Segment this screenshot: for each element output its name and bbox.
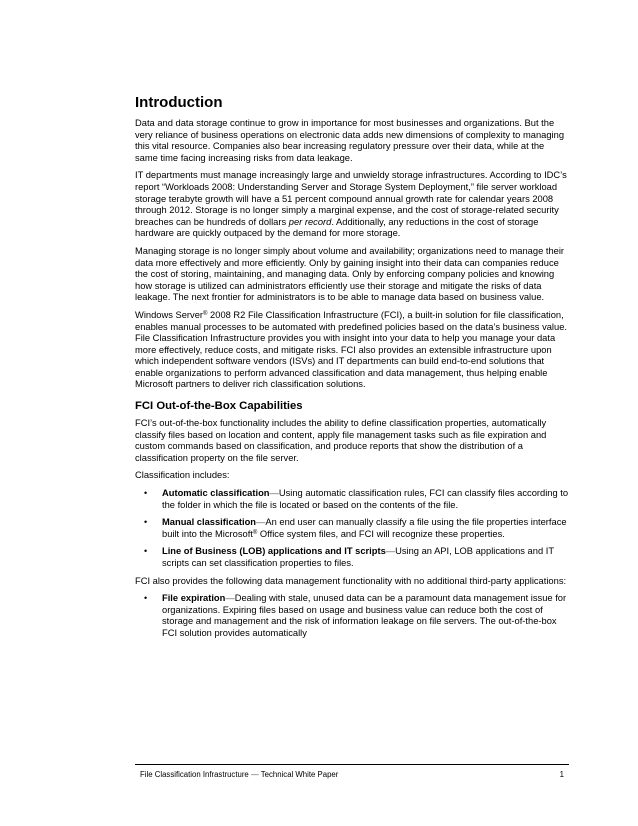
- intro-paragraph-4: [135, 310, 569, 391]
- intro-paragraph-3: Managing storage is no longer simply about volume and availability; organizations need to manage their data more effectively and more efficiently. Only by gaining insight into their data can companies reduce the cost of storing, maintaining, and managing data. Only by enforcing company policies and knowing how storage is utilized can administrators efficiently use their storage and mitigate the risks of data leakage. The next frontier for administrators is to be able to manage data based on business value.: [135, 245, 565, 303]
- list-item-text-b: Office system files, and FCI will recognize these properties.: [257, 528, 505, 539]
- fci-paragraph-3: FCI also provides the following data management functionality with no additional third-party applications:: [135, 575, 567, 586]
- list-item-term: Line of Business (LOB) applications and IT scripts: [162, 546, 386, 557]
- em-dash: —: [225, 593, 235, 604]
- list-item-text: Using an API, LOB applications and IT scripts can set classification properties to files.: [162, 546, 554, 568]
- list-item-text: Dealing with stale, unused data can be a paramount data management issue for organizations. Expiring files based on usage and business value can reduce both the cost of storage and management and the risk of information leakage on file servers. The out-of-the-box FCI solution provides automatically: [162, 593, 567, 638]
- footer-title-a: File Classification Infrastructure: [140, 770, 251, 779]
- intro-paragraph-1: Data and data storage continue to grow in importance for most businesses and organizations. But the very reliance of business operations on electronic data adds new dimensions of complexity to managing this vital resource. Companies also bear increasing regulatory pressure over their data, while at the same time facing increasing risks from data leakage.: [135, 118, 565, 163]
- em-dash: —: [269, 488, 279, 499]
- list-item: [135, 517, 569, 540]
- bullet-icon: •: [144, 593, 148, 604]
- list-item-text-a: An end user can manually classify a file using the file properties interface built into the Microsoft: [162, 517, 567, 539]
- list-item: [135, 546, 569, 569]
- data-management-list: [135, 593, 569, 639]
- intro-paragraph-2-text-a: IT departments must manage increasingly large and unwieldy storage infrastructures. According to IDC’s report “Workloads 2008: Understanding Server and Storage System Deployment,” file server workload storage terabyte growth will have a 51 percent compound annual growth rate for calendar years 2008 through 2012. Storage is no longer simply a marginal expense, and the cost of storage-related security breaches can be hundreds of dollars: [135, 170, 567, 227]
- section-heading-fci-capabilities: FCI Out-of-the-Box Capabilities: [135, 400, 303, 413]
- intro-paragraph-4-text-b: 2008 R2 File Classification Infrastructure (FCI), a built-in solution for file classification, enables manual processes to be automated with predefined policies based on the data’s business value. File Classification Infrastructure provides you with insight into your data to help you manage your data more effectively, reduce costs, and mitigate risks. FCI also provides an extensible infrastructure upon which independent software vendors (ISVs) and IT departments can build end-to-end solutions that enable organizations to perform advanced classification and data management, thus helping enable Microsoft partners to deliver rich classification solutions.: [135, 309, 567, 390]
- list-item-term: Automatic classification: [162, 488, 270, 499]
- fci-paragraph-2: Classification includes:: [135, 470, 230, 481]
- list-item: [135, 593, 569, 639]
- bullet-icon: •: [144, 488, 148, 499]
- em-dash: —: [256, 517, 266, 528]
- intro-paragraph-2: [135, 170, 569, 240]
- registered-mark: ®: [252, 529, 258, 536]
- intro-paragraph-2-text-b: . Additionally, any reductions in the cost of storage hardware are quickly outpaced by the demand for more storage.: [135, 216, 539, 239]
- intro-paragraph-2-emphasis: per record: [288, 216, 332, 227]
- bullet-icon: •: [144, 546, 148, 557]
- page-number: 1: [559, 770, 564, 779]
- registered-mark: ®: [203, 310, 208, 317]
- bullet-icon: •: [144, 517, 148, 528]
- footer-title: [140, 770, 338, 780]
- section-heading-introduction: Introduction: [135, 94, 223, 111]
- list-item-term: Manual classification: [162, 517, 256, 528]
- list-item: [135, 488, 569, 511]
- footer-dash: —: [250, 770, 259, 779]
- classification-list: [135, 488, 569, 570]
- list-item-term: File expiration: [162, 593, 226, 604]
- footer-title-b: Technical White Paper: [258, 770, 339, 779]
- intro-paragraph-4-text-a: Windows Server: [135, 309, 204, 320]
- list-item-text: Using automatic classification rules, FCI can classify files according to the folder in which the file is located or based on the contents of the file.: [162, 488, 569, 510]
- em-dash: —: [385, 546, 396, 557]
- fci-paragraph-1: FCI’s out-of-the-box functionality includes the ability to define classification properties, automatically classify files based on location and content, apply file management tasks such as file expiration and custom commands based on classification, and produce reports that show the distribution of a classification property on the file server.: [135, 418, 547, 463]
- page-content: [135, 94, 569, 646]
- footer-divider: [135, 764, 569, 765]
